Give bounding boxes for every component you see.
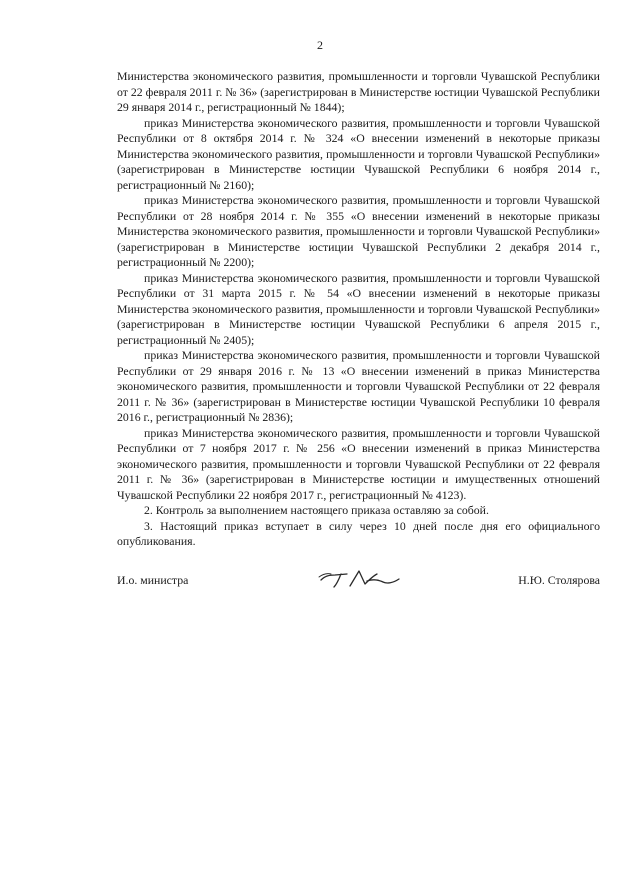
signature-block xyxy=(117,566,600,596)
paragraph-order-355: приказ Министерства экономического развития, промышленности и торговли Чувашской Республики от 28 ноября 2014 г. № 355 «О внесении изменений в некоторые приказы Министерства экономического развития, промышленности и торговли Чувашской Республики» (зарегистрирован в Министерстве юстиции Чувашской Республики 2 декабря 2014 г., регистрационный № 2200); xyxy=(117,193,600,269)
paragraph-effective-clause: 3. Настоящий приказ вступает в силу через 10 дней после дня его официального опубликования. xyxy=(117,518,600,548)
document-body xyxy=(117,69,600,550)
paragraph-order-54: приказ Министерства экономического развития, промышленности и торговли Чувашской Республики от 31 марта 2015 г. № 54 «О внесении изменений в некоторые приказы Министерства экономического развития, промышленности и торговли Чувашской Республики» (зарегистрирован в Министерстве юстиции Чувашской Республики 6 апреля 2015 г., регистрационный № 2405); xyxy=(117,270,600,347)
paragraph-continuation: Министерства экономического развития, промышленности и торговли Чувашской Республики от 22 февраля 2011 г. № 36» (зарегистрирован в Министерстве юстиции Чувашской Республики 29 января 2014 г., регистрационный № 1844); xyxy=(117,69,600,114)
signer-name: Н.Ю. Столярова xyxy=(518,573,600,587)
paragraph-order-13: приказ Министерства экономического развития, промышленности и торговли Чувашской Республики от 29 января 2016 г. № 13 «О внесении изменений в приказ Министерства экономического развития, промышленности и торговли Чувашской Республики от 22 февраля 2011 г. № 36» (зарегистрирован в Министерстве юстиции Чувашской Республики 10 февраля 2016 г., регистрационный № 2836); xyxy=(117,348,600,424)
paragraph-order-324: приказ Министерства экономического развития, промышленности и торговли Чувашской Республики от 8 октября 2014 г. № 324 «О внесении изменений в некоторые приказы Министерства экономического развития, промышленности и торговли Чувашской Республики» (зарегистрирован в Министерстве юстиции Чувашской Республики 6 ноября 2014 г., регистрационный № 2160); xyxy=(117,115,600,192)
paragraph-order-256: приказ Министерства экономического развития, промышленности и торговли Чувашской Республики от 7 ноября 2017 г. № 256 «О внесении изменений в приказ Министерства экономического развития, промышленности и торговли Чувашской Республики от 22 февраля 2011 г. № 36» (зарегистрирован в Министерстве юстиции и имущественных отношений Чувашской Республики 22 ноября 2017 г., регистрационный № 4123). xyxy=(117,425,600,502)
signer-title: И.о. министра xyxy=(117,573,189,587)
page-number: 2 xyxy=(317,38,323,52)
paragraph-control-clause: 2. Контроль за выполнением настоящего приказа оставляю за собой. xyxy=(144,503,489,517)
handwritten-signature xyxy=(317,566,402,590)
